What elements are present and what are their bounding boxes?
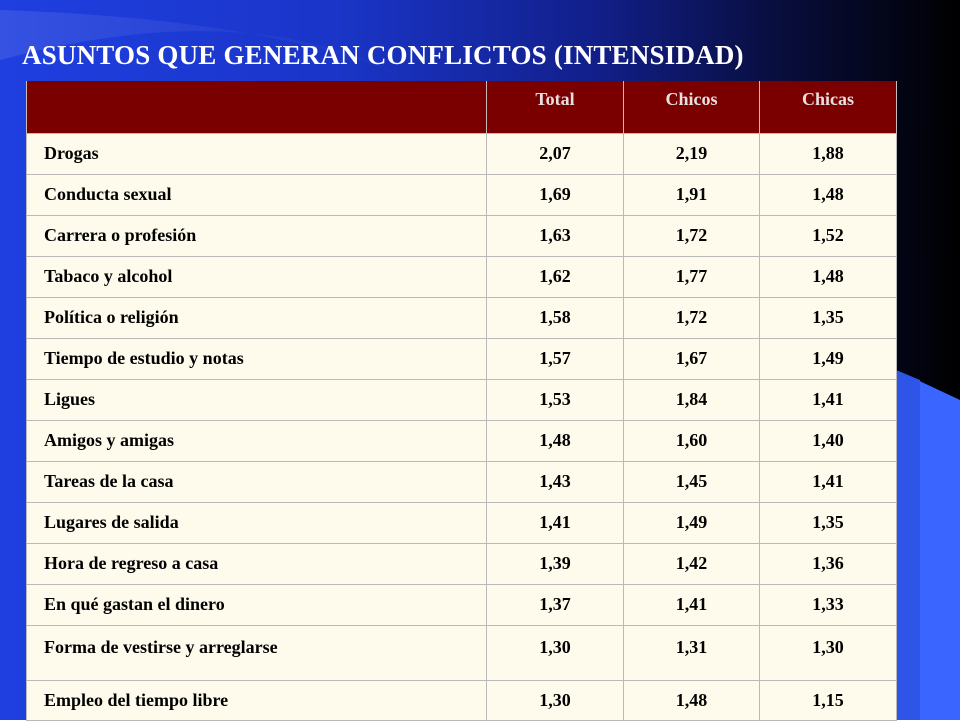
cell-total: 2,07 <box>487 133 624 174</box>
header-total: Total <box>487 81 624 133</box>
cell-total: 1,63 <box>487 215 624 256</box>
table-row <box>27 215 897 256</box>
cell-chicos: 2,19 <box>624 133 760 174</box>
row-label: Hora de regreso a casa <box>27 543 487 584</box>
row-label: Amigos y amigas <box>27 420 487 461</box>
header-chicas: Chicas <box>760 81 897 133</box>
cell-chicas: 1,49 <box>760 338 897 379</box>
cell-chicos: 1,48 <box>624 680 760 720</box>
cell-chicas: 1,48 <box>760 256 897 297</box>
cell-chicas: 1,35 <box>760 297 897 338</box>
cell-chicos: 1,42 <box>624 543 760 584</box>
table-row <box>27 625 897 680</box>
row-label: Tabaco y alcohol <box>27 256 487 297</box>
cell-chicos: 1,77 <box>624 256 760 297</box>
cell-chicas: 1,15 <box>760 680 897 720</box>
row-label: Lugares de salida <box>27 502 487 543</box>
row-label: Conducta sexual <box>27 174 487 215</box>
cell-chicas: 1,30 <box>760 625 897 680</box>
cell-chicas: 1,41 <box>760 379 897 420</box>
cell-chicas: 1,88 <box>760 133 897 174</box>
table-row <box>27 420 897 461</box>
slide-title: ASUNTOS QUE GENERAN CONFLICTOS (INTENSIDAD) <box>22 40 744 70</box>
table-row <box>27 543 897 584</box>
cell-chicas: 1,36 <box>760 543 897 584</box>
cell-total: 1,30 <box>487 680 624 720</box>
row-label: Carrera o profesión <box>27 215 487 256</box>
cell-total: 1,30 <box>487 625 624 680</box>
header-blank <box>27 81 487 133</box>
cell-total: 1,53 <box>487 379 624 420</box>
header-chicos: Chicos <box>624 81 760 133</box>
table-row <box>27 461 897 502</box>
cell-total: 1,39 <box>487 543 624 584</box>
cell-total: 1,41 <box>487 502 624 543</box>
cell-chicas: 1,48 <box>760 174 897 215</box>
cell-total: 1,48 <box>487 420 624 461</box>
row-label: Ligues <box>27 379 487 420</box>
row-label: Drogas <box>27 133 487 174</box>
cell-total: 1,58 <box>487 297 624 338</box>
cell-chicas: 1,40 <box>760 420 897 461</box>
row-label: Tareas de la casa <box>27 461 487 502</box>
table-row <box>27 502 897 543</box>
cell-chicos: 1,41 <box>624 584 760 625</box>
cell-chicas: 1,41 <box>760 461 897 502</box>
table-header-row <box>27 81 897 133</box>
cell-chicas: 1,52 <box>760 215 897 256</box>
cell-chicos: 1,31 <box>624 625 760 680</box>
cell-chicas: 1,35 <box>760 502 897 543</box>
row-label: Tiempo de estudio y notas <box>27 338 487 379</box>
table-row <box>27 297 897 338</box>
conflicts-table <box>26 81 897 721</box>
row-label: Empleo del tiempo libre <box>27 680 487 720</box>
cell-chicos: 1,67 <box>624 338 760 379</box>
cell-chicos: 1,60 <box>624 420 760 461</box>
cell-total: 1,62 <box>487 256 624 297</box>
row-label: Forma de vestirse y arreglarse <box>27 625 487 680</box>
slide-corner-shadow <box>896 370 920 720</box>
cell-total: 1,69 <box>487 174 624 215</box>
table-row <box>27 338 897 379</box>
row-label: En qué gastan el dinero <box>27 584 487 625</box>
table-row <box>27 174 897 215</box>
row-label: Política o religión <box>27 297 487 338</box>
table-row <box>27 584 897 625</box>
cell-chicos: 1,49 <box>624 502 760 543</box>
table-row <box>27 133 897 174</box>
cell-chicos: 1,84 <box>624 379 760 420</box>
cell-chicos: 1,45 <box>624 461 760 502</box>
table-row <box>27 256 897 297</box>
cell-total: 1,37 <box>487 584 624 625</box>
table-row <box>27 680 897 720</box>
cell-total: 1,43 <box>487 461 624 502</box>
table-row <box>27 379 897 420</box>
cell-chicos: 1,91 <box>624 174 760 215</box>
cell-chicos: 1,72 <box>624 297 760 338</box>
cell-chicos: 1,72 <box>624 215 760 256</box>
cell-total: 1,57 <box>487 338 624 379</box>
cell-chicas: 1,33 <box>760 584 897 625</box>
